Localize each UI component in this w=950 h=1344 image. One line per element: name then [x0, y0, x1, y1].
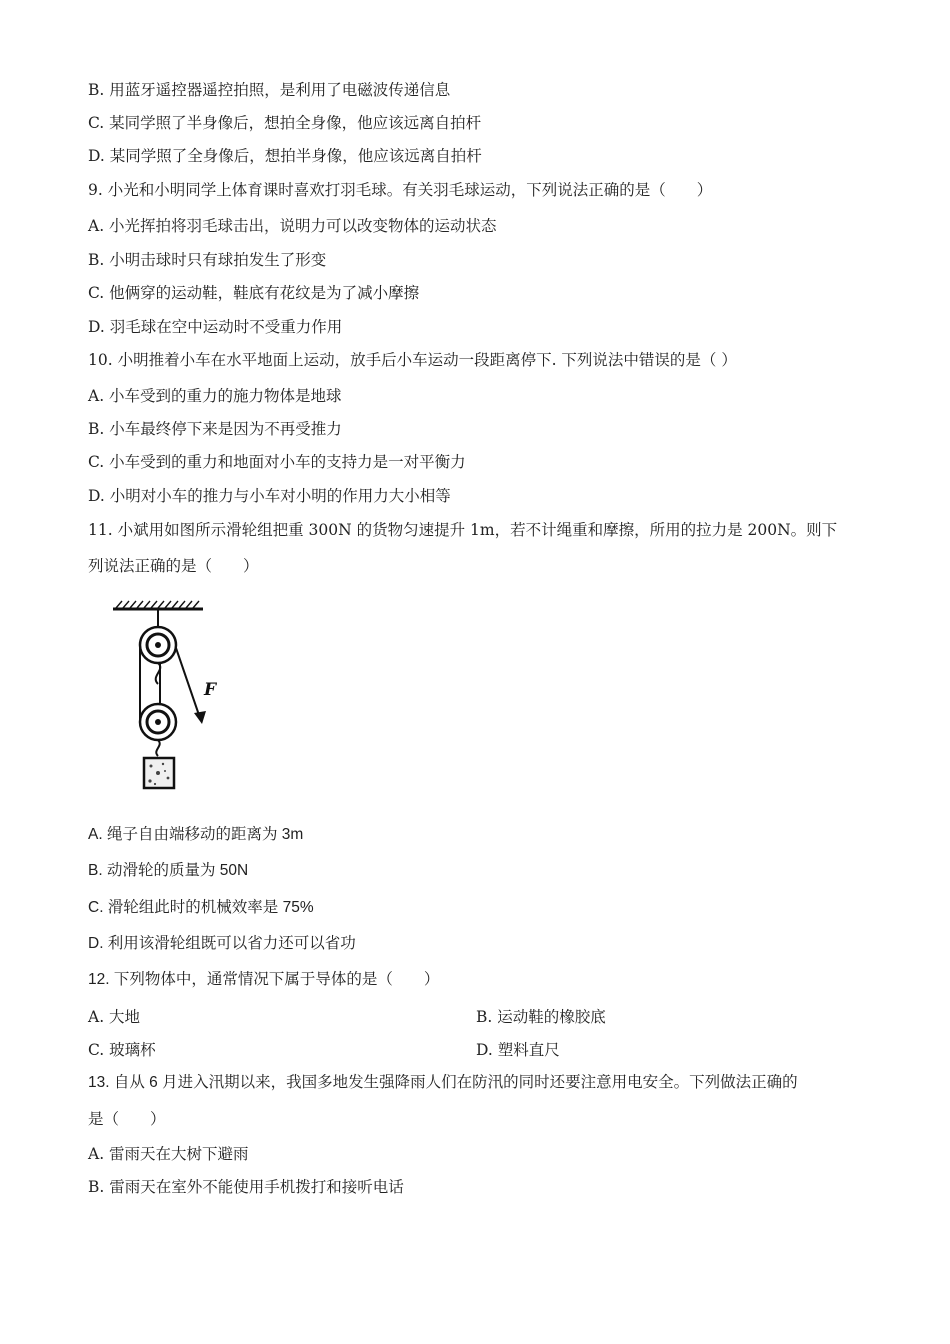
load-hook [156, 740, 159, 756]
ceiling-hatch [116, 601, 199, 608]
q10-stem: 10. 小明推着小车在水平地面上运动，放手后小车运动一段距离停下. 下列说法中错误的是（ ） [88, 351, 737, 369]
q12-option-d: D. 塑料直尺 [476, 1041, 560, 1059]
rope-free-end [176, 648, 200, 718]
q11-option-d: D. 利用该滑轮组既可以省力还可以省功 [88, 935, 356, 952]
q9-option-d: D. 羽毛球在空中运动时不受重力作用 [88, 318, 343, 336]
force-label: F [204, 680, 217, 700]
q9-stem: 9. 小光和小明同学上体育课时喜欢打羽毛球。有关羽毛球运动，下列说法正确的是（ ） [88, 181, 713, 199]
force-arrow-head [194, 711, 206, 724]
q11-option-c: C. 滑轮组此时的机械效率是 75% [88, 899, 314, 916]
q9-option-c: C. 他俩穿的运动鞋，鞋底有花纹是为了减小摩擦 [88, 284, 420, 302]
q9-option-b: B. 小明击球时只有球拍发生了形变 [88, 251, 327, 269]
q8-option-b: B. 用蓝牙遥控器遥控拍照，是利用了电磁波传递信息 [88, 81, 451, 99]
q9-option-a: A. 小光挥拍将羽毛球击出，说明力可以改变物体的运动状态 [88, 217, 497, 235]
fixed-pulley-axle [155, 642, 161, 648]
q12-option-a: A. 大地 [88, 1008, 141, 1026]
pulley-system-figure [108, 598, 218, 798]
q11-option-a: A. 绳子自由端移动的距离为 3m [88, 826, 304, 843]
pulley-diagram [108, 598, 218, 798]
q10-option-b: B. 小车最终停下来是因为不再受推力 [88, 420, 342, 438]
q10-option-d: D. 小明对小车的推力与小车对小明的作用力大小相等 [88, 487, 451, 505]
q12-option-b: B. 运动鞋的橡胶底 [476, 1008, 606, 1026]
q10-option-c: C. 小车受到的重力和地面对小车的支持力是一对平衡力 [88, 453, 466, 471]
q8-option-c: C. 某同学照了半身像后，想拍全身像，他应该远离自拍杆 [88, 114, 482, 132]
q13-option-a: A. 雷雨天在大树下避雨 [88, 1145, 249, 1163]
movable-pulley-axle [155, 719, 161, 725]
q11-option-b: B. 动滑轮的质量为 50N [88, 862, 249, 879]
q13-stem-line1: 13. 自从 6 月进入汛期以来，我国多地发生强降雨人们在防汛的同时还要注意用电安全。下列做法正确的 [88, 1074, 798, 1091]
q13-option-b: B. 雷雨天在室外不能使用手机拨打和接听电话 [88, 1178, 404, 1196]
q11-stem-line1: 11. 小斌用如图所示滑轮组把重 300N 的货物匀速提升 1m，若不计绳重和摩擦，所用的拉力是 200N。则下 [88, 521, 838, 539]
q8-option-d: D. 某同学照了全身像后，想拍半身像，他应该远离自拍杆 [88, 147, 482, 165]
q12-stem: 12. 下列物体中，通常情况下属于导体的是（ ） [88, 971, 440, 988]
q11-stem-line2: 列说法正确的是（ ） [88, 557, 259, 575]
q12-option-c: C. 玻璃杯 [88, 1041, 156, 1059]
q10-option-a: A. 小车受到的重力的施力物体是地球 [88, 387, 342, 405]
q13-stem-line2: 是（ ） [88, 1111, 166, 1128]
